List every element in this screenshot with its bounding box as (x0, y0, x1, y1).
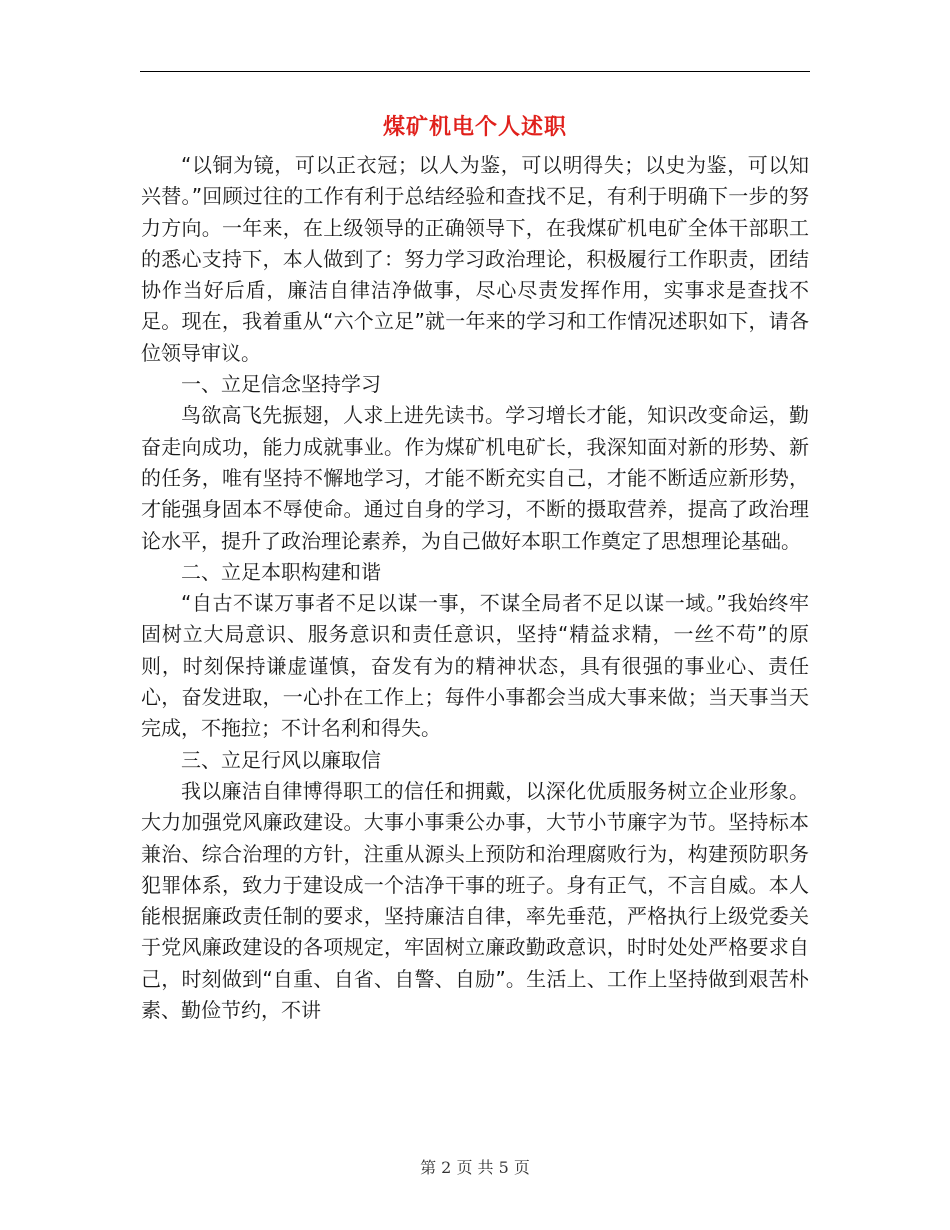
section-heading-3: 三、立足行风以廉取信 (181, 747, 381, 772)
section-heading-2: 二、立足本职构建和谐 (181, 559, 381, 584)
page-number-footer: 第 2 页 共 5 页 (420, 1158, 530, 1177)
document-body (141, 150, 809, 1026)
paragraph-section-2: “自古不谋万事者不足以谋一事，不谋全局者不足以谋一域。”我始终牢固树立大局意识、服务意识和责任意识，坚持“精益求精，一丝不苟”的原则，时刻保持谦虚谨慎，奋发有为的精神状态，具有很强的事业心、责任心，奋发进取，一心扑在工作上；每件小事都会当成大事来做；当天事当天完成，不拖拉；不计名利和得失。 (141, 591, 809, 741)
section-heading-1: 一、立足信念坚持学习 (181, 372, 381, 397)
paragraph-section-1: 鸟欲高飞先振翅，人求上进先读书。学习增长才能，知识改变命运，勤奋走向成功，能力成就事业。作为煤矿机电矿长，我深知面对新的形势、新的任务，唯有坚持不懈地学习，才能不断充实自己，才能不断适应新形势，才能强身固本不辱使命。通过自身的学习，不断的摄取营养，提高了政治理论水平，提升了政治理论素养，为自己做好本职工作奠定了思想理论基础。 (141, 403, 809, 553)
paragraph-intro: “以铜为镜，可以正衣冠；以人为鉴，可以明得失；以史为鉴，可以知兴替。”回顾过往的工作有利于总结经验和查找不足，有利于明确下一步的努力方向。一年来，在上级领导的正确领导下，在我煤矿机电矿全体干部职工的悉心支持下，本人做到了：努力学习政治理论，积极履行工作职责，团结协作当好后盾，廉洁自律洁净做事，尽心尽责发挥作用，实事求是查找不足。现在，我着重从“六个立足”就一年来的学习和工作情况述职如下，请各位领导审议。 (141, 153, 809, 365)
document-title: 煤矿机电个人述职 (382, 115, 567, 140)
header-rule (140, 71, 810, 72)
paragraph-section-3: 我以廉洁自律博得职工的信任和拥戴，以深化优质服务树立企业形象。大力加强党风廉政建设。大事小事秉公办事，大节小节廉字为节。坚持标本兼治、综合治理的方针，注重从源头上预防和治理腐败行为，构建预防职务犯罪体系，致力于建设成一个洁净干事的班子。身有正气，不言自威。本人能根据廉政责任制的要求，坚持廉洁自律，率先垂范，严格执行上级党委关于党风廉政建设的各项规定，牢固树立廉政勤政意识，时时处处严格要求自己，时刻做到“自重、自省、自警、自励”。生活上、工作上坚持做到艰苦朴素、勤俭节约，不讲 (141, 778, 809, 1023)
